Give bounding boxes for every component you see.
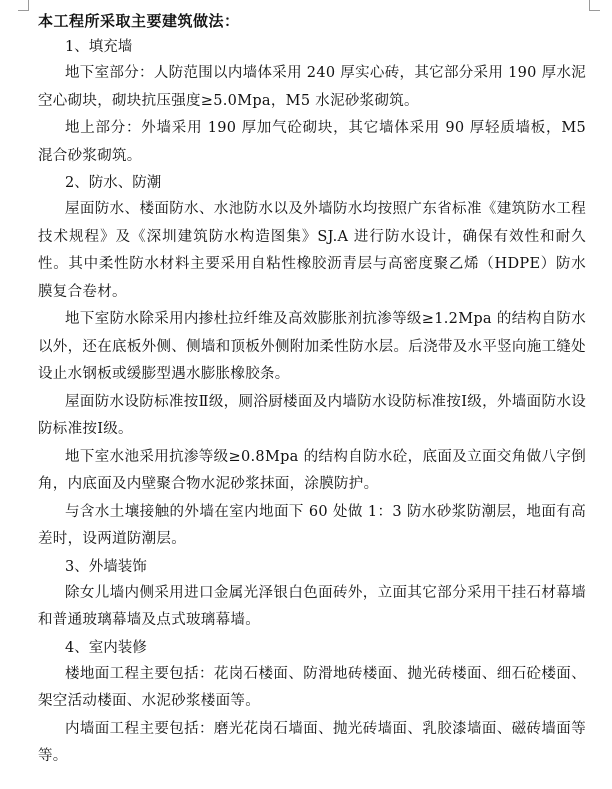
- section-title-waterproofing: 2、防水、防潮: [65, 175, 162, 191]
- paragraph: 楼地面工程主要包括：花岗石楼面、防滑地砖楼面、抛光砖楼面、细石砼楼面、架空活动楼面、水泥砂浆楼面等。: [38, 665, 586, 709]
- crop-mark-top-left: [18, 0, 29, 11]
- paragraph: 地下室部分：人防范围以内墙体采用 240 厚实心砖，其它部分采用 190 厚水泥空心砌块，砌块抗压强度≥5.0Mpa，M5 水泥砂浆砌筑。: [38, 65, 586, 109]
- paragraph: 屋面防水设防标准按Ⅱ级，厕浴厨楼面及内墙防水设防标准按Ⅰ级，外墙面防水设防标准按Ⅰ级。: [38, 393, 586, 437]
- paragraph: 地下室防水除采用内掺杜拉纤维及高效膨胀剂抗渗等级≥1.2Mpa 的结构自防水以外，还在底板外侧、侧墙和顶板外侧附加柔性防水层。后浇带及水平竖向施工缝处设止水钢板或缓膨型遇水膨胀橡胶条。: [38, 311, 586, 382]
- section-title-infill-wall: 1、填充墙: [65, 39, 133, 55]
- paragraph: 地上部分：外墙采用 190 厚加气砼砌块，其它墙体采用 90 厚轻质墙板，M5 混合砂浆砌筑。: [38, 120, 586, 164]
- paragraph: 地下室水池采用抗渗等级≥0.8Mpa 的结构自防水砼，底面及立面交角做八字倒角，内底面及内壁聚合物水泥砂浆抹面，涂膜防护。: [38, 448, 586, 492]
- document-heading: 本工程所采取主要建筑做法：: [38, 12, 240, 30]
- section-title-facade: 3、外墙装饰: [65, 558, 147, 575]
- document-body: [38, 8, 586, 771]
- paragraph: 屋面防水、楼面防水、水池防水以及外墙防水均按照广东省标准《建筑防水工程技术规程》及《深圳建筑防水构造图集》SJ.A 进行防水设计，确保有效性和耐久性。其中柔性防水材料主要采用自粘性橡胶沥青层与高密度聚乙烯（HDPE）防水膜复合卷材。: [38, 201, 586, 300]
- crop-mark-top-right: [589, 0, 600, 11]
- section-title-interior: 4、室内装修: [65, 639, 147, 656]
- paragraph: 除女儿墙内侧采用进口金属光泽银白色面砖外，立面其它部分采用干挂石材幕墙和普通玻璃幕墙及点式玻璃幕墙。: [38, 584, 586, 628]
- paragraph: 内墙面工程主要包括：磨光花岗石墙面、抛光砖墙面、乳胶漆墙面、磁砖墙面等等。: [38, 720, 586, 764]
- paragraph: 与含水土壤接触的外墙在室内地面下 60 处做 1：3 防水砂浆防潮层，地面有高差时，设两道防潮层。: [38, 503, 586, 547]
